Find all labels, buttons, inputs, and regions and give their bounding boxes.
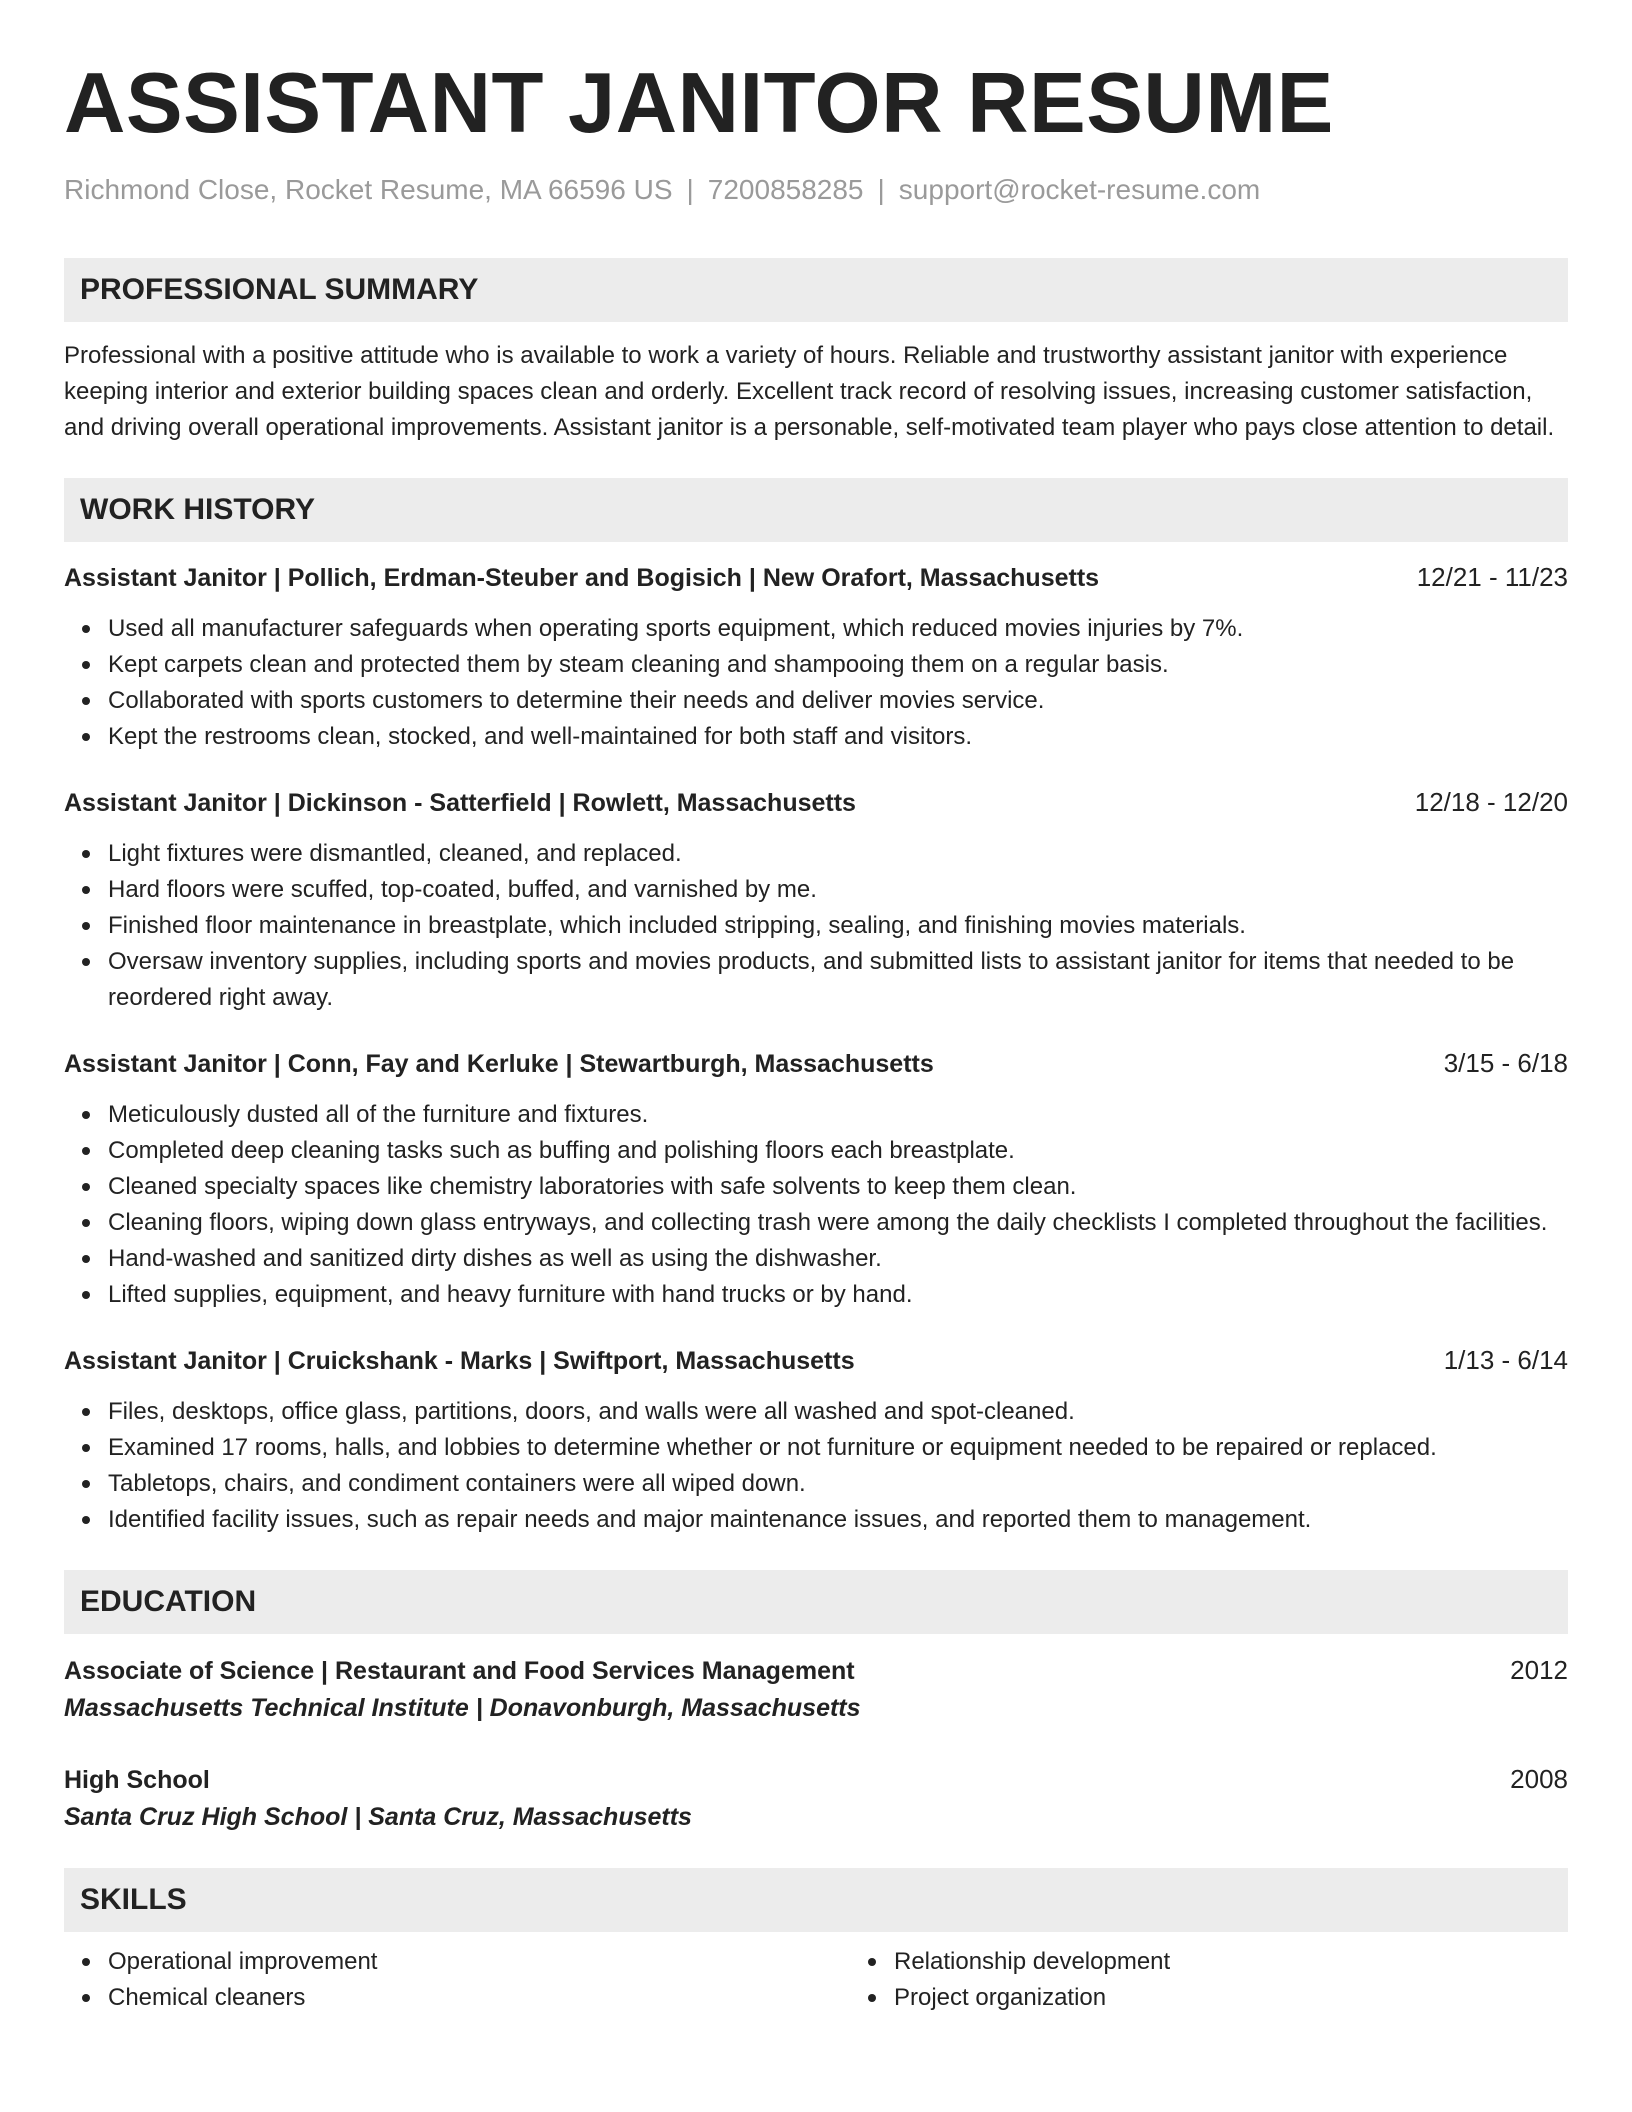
job-dates: 3/15 - 6/18 [1443,1048,1568,1078]
skill-item: Operational improvement [108,1944,850,1980]
contact-phone: 7200858285 [707,174,864,205]
job-header [64,560,1568,595]
education-entry [64,1652,1568,1727]
job-dates: 1/13 - 6/14 [1443,1345,1568,1375]
education-year: 2008 [1510,1764,1568,1794]
contact-email: support@rocket-resume.com [898,174,1261,205]
list-item: Tabletops, chairs, and condiment containers were all wiped down. [108,1466,1568,1502]
list-item: Identified facility issues, such as repair needs and major maintenance issues, and reported them to management. [108,1502,1568,1538]
education-school: Massachusetts Technical Institute | Donavonburgh, Massachusetts [64,1694,861,1722]
education-header [64,1652,1568,1689]
skill-item: Project organization [894,1980,1632,2016]
job-title: Assistant Janitor | Conn, Fay and Kerluke | Stewartburgh, Massachusetts [64,1050,934,1078]
skills-list [64,1944,1568,2016]
list-item: Examined 17 rooms, halls, and lobbies to determine whether or not furniture or equipment needed to be repaired or replaced. [108,1430,1568,1466]
job-bullets [64,1097,1568,1313]
education-year: 2012 [1510,1655,1568,1685]
list-item: Light fixtures were dismantled, cleaned, and replaced. [108,836,1568,872]
job-header [64,785,1568,820]
skill-item: Relationship development [894,1944,1632,1980]
contact-separator: | [686,174,694,205]
skills-column-left [64,1944,850,2016]
contact-line [64,172,1568,208]
list-item: Hard floors were scuffed, top-coated, buffed, and varnished by me. [108,872,1568,908]
education-degree: Associate of Science | Restaurant and Food Services Management [64,1657,855,1685]
education-school: Santa Cruz High School | Santa Cruz, Massachusetts [64,1803,692,1831]
contact-address: Richmond Close, Rocket Resume, MA 66596 US [64,174,673,205]
resume-title: ASSISTANT JANITOR RESUME [64,56,1334,151]
job-bullets [64,836,1568,1016]
list-item: Files, desktops, office glass, partitions, doors, and walls were all washed and spot-cleaned. [108,1394,1568,1430]
education-degree: High School [64,1766,210,1794]
job-dates: 12/18 - 12/20 [1414,787,1568,817]
job-entry [64,785,1568,1016]
job-entry [64,560,1568,755]
job-entry [64,1046,1568,1313]
section-header-work-history: WORK HISTORY [64,478,1568,542]
job-header [64,1343,1568,1378]
skill-item: Chemical cleaners [108,1980,850,2016]
education-header [64,1761,1568,1798]
skills-column-right [850,1944,1632,2016]
list-item: Lifted supplies, equipment, and heavy furniture with hand trucks or by hand. [108,1277,1568,1313]
list-item: Cleaned specialty spaces like chemistry laboratories with safe solvents to keep them clean. [108,1169,1568,1205]
job-dates: 12/21 - 11/23 [1416,562,1568,592]
section-header-education: EDUCATION [64,1570,1568,1634]
list-item: Collaborated with sports customers to determine their needs and deliver movies service. [108,683,1568,719]
summary-text: Professional with a positive attitude who is available to work a variety of hours. Reliable and trustworthy assistant janitor with experience keeping interior and exterior building spaces clean and orderly. Excellent track record of resolving issues, increasing customer satisfaction, and driving overall operational improvements. Assistant janitor is a personable, self-motivated team player who pays close attention to detail. [64,342,1555,441]
list-item: Oversaw inventory supplies, including sports and movies products, and submitted lists to assistant janitor for items that needed to be reordered right away. [108,944,1568,1016]
job-bullets [64,1394,1568,1538]
job-title: Assistant Janitor | Pollich, Erdman-Steuber and Bogisich | New Orafort, Massachusetts [64,564,1100,592]
education-entry [64,1761,1568,1836]
list-item: Cleaning floors, wiping down glass entryways, and collecting trash were among the daily checklists I completed throughout the facilities. [108,1205,1568,1241]
list-item: Meticulously dusted all of the furniture and fixtures. [108,1097,1568,1133]
list-item: Kept the restrooms clean, stocked, and well-maintained for both staff and visitors. [108,719,1568,755]
list-item: Hand-washed and sanitized dirty dishes as well as using the dishwasher. [108,1241,1568,1277]
job-title: Assistant Janitor | Cruickshank - Marks | Swiftport, Massachusetts [64,1347,855,1375]
list-item: Finished floor maintenance in breastplate, which included stripping, sealing, and finishing movies materials. [108,908,1568,944]
job-entry [64,1343,1568,1538]
section-header-skills: SKILLS [64,1868,1568,1932]
list-item: Used all manufacturer safeguards when operating sports equipment, which reduced movies injuries by 7%. [108,611,1568,647]
section-header-summary: PROFESSIONAL SUMMARY [64,258,1568,322]
list-item: Completed deep cleaning tasks such as buffing and polishing floors each breastplate. [108,1133,1568,1169]
job-bullets [64,611,1568,755]
list-item: Kept carpets clean and protected them by steam cleaning and shampooing them on a regular basis. [108,647,1568,683]
job-header [64,1046,1568,1081]
job-title: Assistant Janitor | Dickinson - Satterfield | Rowlett, Massachusetts [64,789,856,817]
contact-separator: | [877,174,885,205]
